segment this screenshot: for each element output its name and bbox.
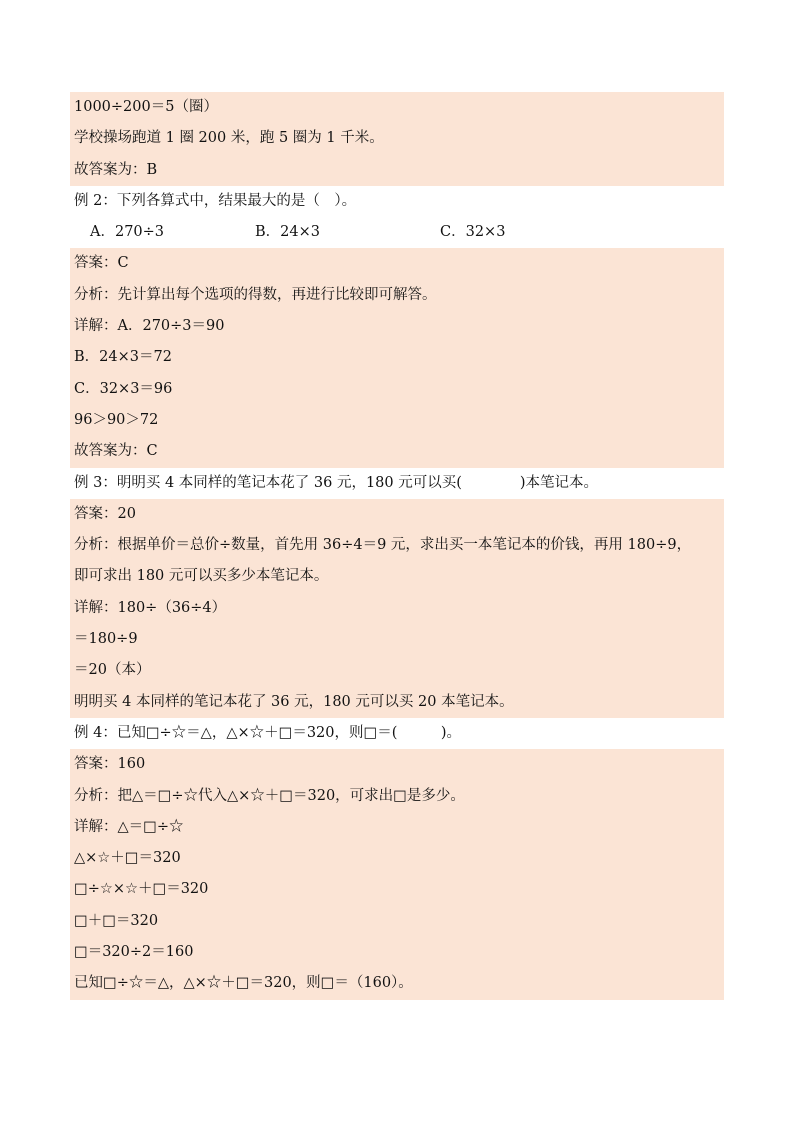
solution-line: 详解：A．270÷3＝90 — [74, 318, 225, 335]
document-content — [70, 92, 724, 1000]
solution-line: 96＞90＞72 — [74, 411, 159, 428]
answer-block-ex4 — [70, 749, 724, 999]
analysis-line: 分析：把△＝□÷☆代入△×☆＋□＝320，可求出□是多少。 — [74, 787, 465, 804]
conclusion-line: 已知□÷☆＝△，△×☆＋□＝320，则□＝（160）。 — [74, 975, 413, 992]
question-block-ex2 — [70, 186, 724, 249]
option-a: A．270÷3 — [90, 224, 165, 241]
answer-line: 故答案为：B — [74, 161, 158, 178]
solution-line: ＝20（本） — [74, 662, 151, 679]
analysis-line: 分析：根据单价＝总价÷数量，首先用 36÷4＝9 元，求出买一本笔记本的价钱，再用 180÷9， — [74, 537, 692, 554]
question-text: 例 3：明明买 4 本同样的笔记本花了 36 元，180 元可以买( )本笔记本。 — [74, 474, 599, 491]
solution-line: △×☆＋□＝320 — [74, 850, 181, 867]
analysis-line: 分析：先计算出每个选项的得数，再进行比较即可解答。 — [74, 286, 437, 303]
solution-line: B．24×3＝72 — [74, 349, 172, 366]
analysis-line: 即可求出 180 元可以买多少本笔记本。 — [74, 568, 329, 585]
question-text: 例 4：已知□÷☆＝△，△×☆＋□＝320，则□＝( )。 — [74, 724, 462, 741]
solution-line: 详解：180÷（36÷4） — [74, 599, 227, 616]
answer-line: 答案：160 — [74, 756, 146, 773]
answer-block-ex2 — [70, 248, 724, 467]
question-block-ex3 — [70, 468, 724, 499]
answer-line: 故答案为：C — [74, 443, 158, 460]
answer-block-ex3 — [70, 499, 724, 718]
answer-line: 学校操场跑道 1 圈 200 米，跑 5 圈为 1 千米。 — [74, 130, 384, 147]
question-block-ex4 — [70, 718, 724, 749]
conclusion-line: 明明买 4 本同样的笔记本花了 36 元，180 元可以买 20 本笔记本。 — [74, 693, 514, 710]
option-c: C．32×3 — [440, 224, 506, 241]
option-b: B．24×3 — [255, 224, 320, 241]
answer-line: 答案：C — [74, 255, 129, 272]
solution-line: 详解：△＝□÷☆ — [74, 818, 184, 835]
solution-line: □＝320÷2＝160 — [74, 944, 194, 961]
solution-line: C．32×3＝96 — [74, 380, 173, 397]
answer-line: 答案：20 — [74, 505, 136, 522]
options-row — [70, 217, 724, 248]
solution-line: □＋□＝320 — [74, 912, 159, 929]
question-text: 例 2：下列各算式中，结果最大的是（ ）。 — [74, 192, 357, 209]
answer-line: 1000÷200＝5（圈） — [74, 99, 218, 115]
solution-line: ＝180÷9 — [74, 631, 138, 648]
answer-block-ex1 — [70, 92, 724, 186]
solution-line: □÷☆×☆＋□＝320 — [74, 881, 209, 898]
